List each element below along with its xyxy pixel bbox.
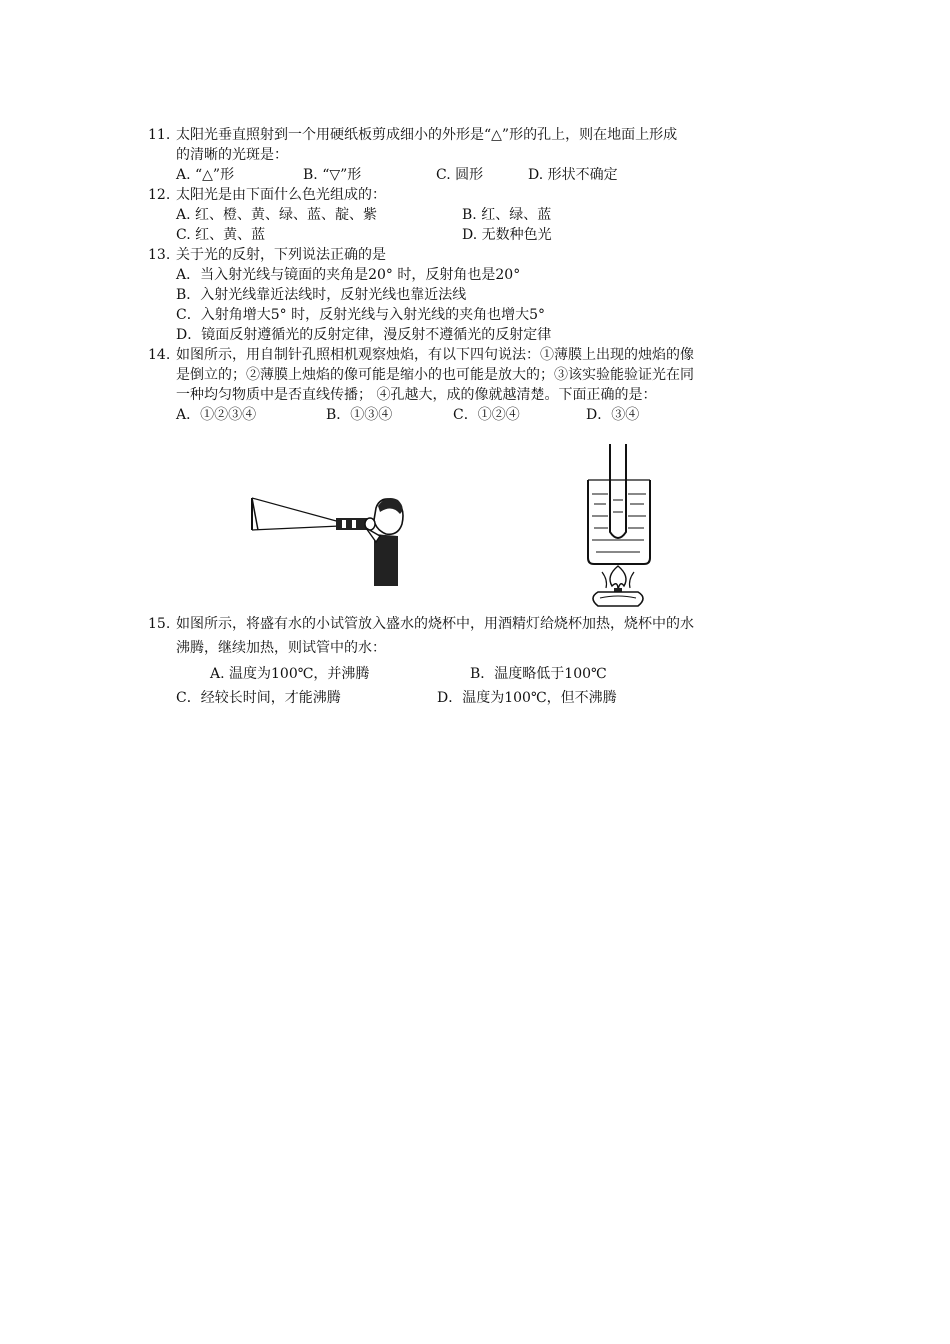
q15-text-line2: 沸腾，继续加热，则试管中的水： [176, 640, 386, 656]
q11-text-line2: 的清晰的光斑是： [176, 147, 288, 163]
q11-option-a: A. “△”形 [176, 167, 235, 183]
q14-number: 14. [148, 347, 171, 363]
q15-text-line1: 如图所示，将盛有水的小试管放入盛水的烧杯中，用酒精灯给烧杯加热，烧杯中的水 [176, 616, 694, 632]
q12-option-a: A. 红、橙、黄、绿、蓝、靛、紫 [176, 207, 378, 223]
q14-option-d: D．③④ [586, 407, 640, 423]
q12-option-c: C. 红、黄、蓝 [176, 227, 266, 243]
q11-option-d: D. 形状不确定 [528, 167, 618, 183]
q13-number: 13. [148, 247, 171, 263]
q12-option-d: D. 无数种色光 [462, 227, 552, 243]
q14-option-b: B．①③④ [326, 407, 393, 423]
q12-text-line1: 太阳光是由下面什么色光组成的： [176, 187, 386, 203]
q13-text-line1: 关于光的反射，下列说法正确的是 [176, 247, 386, 263]
q14-option-a: A．①②③④ [176, 407, 257, 423]
q14-text-line2: 是倒立的；②薄膜上烛焰的像可能是缩小的也可能是放大的；③该实验能验证光在同 [176, 367, 694, 383]
q15-option-d: D．温度为100℃，但不沸腾 [437, 690, 617, 706]
q11-number: 11. [148, 127, 171, 143]
q13-option-c: C．入射角增大5° 时，反射光线与入射光线的夹角也增大5° [176, 307, 545, 323]
q14-text-line3: 一种均匀物质中是否直线传播； ④孔越大，成的像就越清楚。下面正确的是： [176, 387, 657, 403]
beaker-test-tube-figure [582, 440, 654, 610]
q15-option-b: B．温度略低于100℃ [470, 666, 607, 682]
q11-text-line1: 太阳光垂直照射到一个用硬纸板剪成细小的外形是“△”形的孔上，则在地面上形成 [176, 127, 678, 143]
q13-option-a: A．当入射光线与镜面的夹角是20° 时，反射角也是20° [176, 267, 521, 283]
pinhole-camera-figure [248, 490, 408, 590]
q12-option-b: B. 红、绿、蓝 [462, 207, 552, 223]
q15-number: 15. [148, 616, 171, 632]
q11-option-c: C. 圆形 [436, 167, 484, 183]
q13-option-d: D．镜面反射遵循光的反射定律，漫反射不遵循光的反射定律 [176, 327, 552, 343]
q14-text-line1: 如图所示，用自制针孔照相机观察烛焰，有以下四句说法：①薄膜上出现的烛焰的像 [176, 347, 694, 363]
q15-option-a: A. 温度为100℃，并沸腾 [210, 666, 370, 682]
q12-number: 12. [148, 187, 171, 203]
q11-option-b: B. “▽”形 [303, 167, 362, 183]
q15-option-c: C．经较长时间，才能沸腾 [176, 690, 341, 706]
q13-option-b: B．入射光线靠近法线时，反射光线也靠近法线 [176, 287, 467, 303]
q14-option-c: C．①②④ [453, 407, 520, 423]
